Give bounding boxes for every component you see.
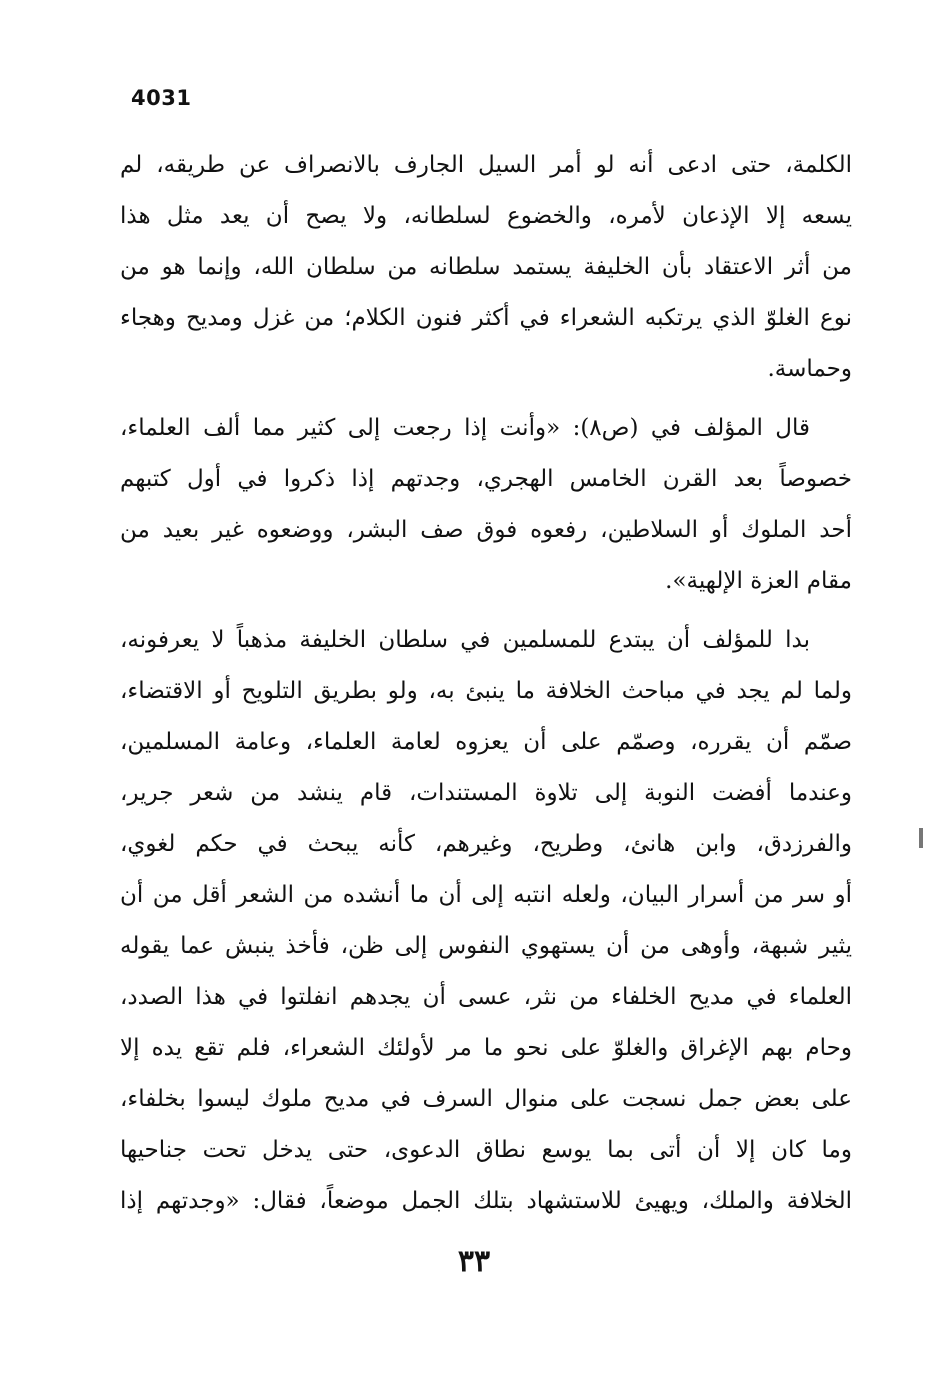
paragraph-3 — [120, 615, 852, 1227]
text-line: الكلمة، حتى ادعى أنه لو أمر السيل الجارف بالانصراف عن طريقه، لم — [120, 152, 852, 178]
text-line: وعندما أفضت النوبة إلى تلاوة المستندات، قام ينشد من شعر جرير، — [120, 780, 852, 806]
text-line: والفرزدق، وابن هانئ، وطريح، وغيرهم، كأنه يبحث في حكم لغوي، — [120, 831, 852, 857]
text-line: يسعه إلا الإذعان لأمره، والخضوع لسلطانه، ولا يصح أن يعد مثل هذا — [120, 203, 852, 229]
text-line: خصوصاً بعد القرن الخامس الهجري، وجدتهم إذا ذكروا في أول كتبهم — [120, 466, 852, 492]
text-line: وما كان إلا أن أتى بما يوسع نطاق الدعوى، حتى يدخل تحت جناحيها — [120, 1137, 852, 1163]
page-body-text — [120, 140, 852, 1227]
text-line: على بعض جمل نسجت على منوال السرف في مديح ملوك ليسوا بخلفاء، — [120, 1086, 852, 1112]
text-line: مقام العزة الإلهية». — [665, 568, 852, 594]
text-line: وحام بهم الإغراق والغلوّ على نحو ما مر لأولئك الشعراء، فلم تقع يده إلا — [120, 1035, 852, 1061]
text-line: ولما لم يجد في مباحث الخلافة ما ينبئ به، ولو بطريق التلويح أو الاقتضاء، — [120, 678, 852, 704]
text-line: صمّم أن يقرره، وصمّم على أن يعزوه لعامة العلماء، وعامة المسلمين، — [120, 729, 852, 755]
text-line: وحماسة. — [767, 356, 852, 382]
text-line: الخلافة والملك، ويهيئ للاستشهاد بتلك الجمل موضعاً، فقال: «وجدتهم إذا — [120, 1188, 852, 1214]
paragraph-1 — [120, 140, 852, 395]
text-line: من أثر الاعتقاد بأن الخليفة يستمد سلطانه من سلطان الله، وإنما هو من — [120, 254, 852, 280]
text-line: يثير شبهة، وأوهى من أن يستهوي النفوس إلى ظن، فأخذ ينبش عما يقوله — [120, 933, 852, 959]
text-line: أو سر من أسرار البيان، ولعله انتبه إلى أن ما أنشده من الشعر أقل من أن — [120, 882, 852, 908]
scan-mark — [919, 828, 923, 848]
text-line: قال المؤلف في (ص٨): «وأنت إذا رجعت إلى كثير مما ألف العلماء، — [120, 415, 810, 441]
text-line: بدا للمؤلف أن يبتدع للمسلمين في سلطان الخليفة مذهباً لا يعرفونه، — [120, 627, 810, 653]
paragraph-2 — [120, 403, 852, 607]
text-line: أحد الملوك أو السلاطين، رفعوه فوق صف البشر، ووضعوه غير بعيد من — [120, 517, 852, 543]
text-line: نوع الغلوّ الذي يرتكبه الشعراء في أكثر فنون الكلام؛ من غزل ومديح وهجاء — [120, 305, 852, 331]
document-id-number: 4031 — [131, 86, 192, 110]
page-number: ٣٣ — [457, 1244, 491, 1279]
text-line: العلماء في مديح الخلفاء من نثر، عسى أن يجدهم انفلتوا في هذا الصدد، — [120, 984, 852, 1010]
